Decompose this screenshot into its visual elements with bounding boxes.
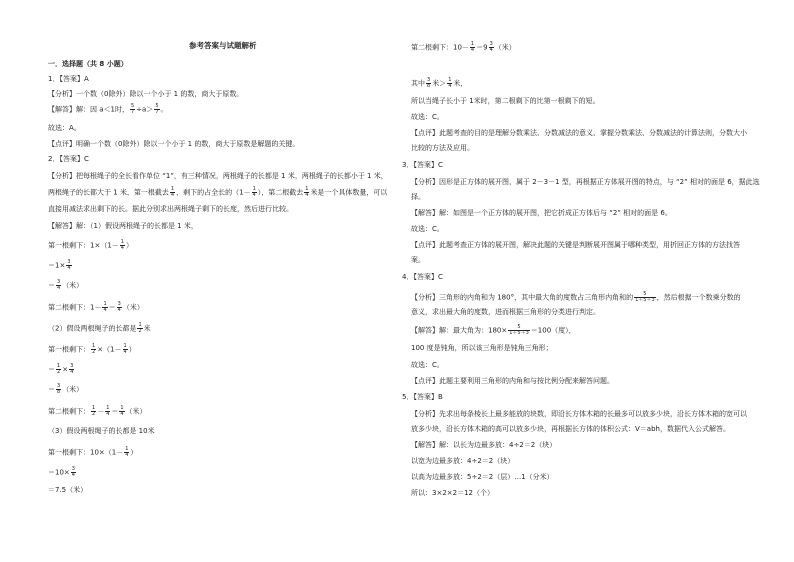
q2-case3-line1: 第一根剩下：10×（1－ $\frac{1}{4}$ ） bbox=[48, 446, 138, 458]
q3-analysis-line2: 择。 bbox=[411, 193, 425, 201]
q5-analysis-line1: 【分析】先求出每条棱长上最多能放的块数，即沿长方体木箱的长最多可以放多少块，沿长方体木箱的宽可以 bbox=[411, 410, 747, 418]
fraction: $\frac{5}{1+5+3}$ bbox=[635, 291, 655, 303]
q2-analysis-line3: 直接用减法求出剩下的长。据此分别求出两根绳子剩下的长度，然后进行比较。 bbox=[48, 205, 293, 213]
q3-choice: 故选：C。 bbox=[411, 225, 444, 233]
q5-solution-line4: 所以：3×2×2＝12（个） bbox=[411, 489, 494, 497]
fraction: $\frac{1}{4}$ bbox=[123, 343, 127, 355]
fraction: $\frac{5}{7}$ bbox=[155, 103, 159, 115]
q3-comment-line1: 【点评】此题考查正方体的展开图，解决此题的关键是判断展开图属于哪种类型，用折回正方体的方法找答 bbox=[411, 241, 740, 249]
fraction: $\frac{3}{8}$ bbox=[427, 77, 431, 89]
q4-analysis-line2: 意义，求出最大角的度数，进而根据三角形的分类进行判定。 bbox=[411, 308, 600, 316]
fraction: $\frac{3}{4}$ bbox=[117, 301, 121, 313]
fraction: $\frac{3}{8}$ bbox=[57, 383, 61, 395]
q5-answer: 5．【答案】B bbox=[402, 393, 443, 401]
fraction: $\frac{5}{1+5+3}$ bbox=[509, 324, 529, 336]
fraction: $\frac{3}{4}$ bbox=[57, 279, 61, 291]
q2-case2-line2: ＝ $\frac{1}{2}$ × $\frac{3}{4}$ bbox=[48, 363, 74, 375]
fraction: $\frac{3}{4}$ bbox=[71, 466, 75, 478]
q5-analysis-line2: 放多少块，沿长方体木箱的高可以放多少块，再根据长方体的体积公式：V＝abh，数据代入公式解答。 bbox=[411, 425, 730, 433]
q2-solution-heading: 【解答】解：（1）假设两根绳子的长都是 1 米， bbox=[48, 222, 198, 230]
q4-analysis-line1: 【分析】三角形的内角和为 180°，其中最大角的度数占三角形内角和的 $\frac{5}{1+5+3}$ ，然后根据一个数乘分数的 bbox=[411, 291, 741, 303]
fraction: $\frac{3}{4}$ bbox=[67, 259, 71, 271]
fraction: $\frac{3}{4}$ bbox=[70, 363, 74, 375]
fraction: $\frac{1}{4}$ bbox=[103, 301, 107, 313]
q2-cont-choice: 故选：C。 bbox=[411, 113, 444, 121]
q2-cont-comment-line1: 【点评】此题考查的目的是理解分数乘法、分数减法的意义、掌握分数乘法、分数减法的计算法则，分数大小 bbox=[411, 129, 747, 137]
fraction: $\frac{1}{4}$ bbox=[106, 405, 110, 417]
document-title: 参考答案与试题解析 bbox=[189, 41, 257, 50]
section-heading: 一．选择题（共 8 小题） bbox=[48, 60, 128, 68]
q5-solution-line1: 【解答】解：以长为边最多放：4÷2＝2（块） bbox=[411, 441, 557, 449]
q5-solution-line2: 以宽为边最多放：4÷2＝2（块） bbox=[411, 457, 515, 465]
q1-solution: 【解答】解：因 a＜1时， $\frac{5}{7}$ ÷a＞ $\frac{5}{7}$ 。 bbox=[48, 103, 168, 115]
fraction: $\frac{1}{4}$ bbox=[448, 77, 452, 89]
q2-cont-line1: 第二根剩下：10－ $\frac{1}{4}$ ＝9 $\frac{3}{4}$ （米） bbox=[411, 41, 516, 53]
q2-analysis-line2: 两根绳子的长都大于 1 米，第一根截去 $\frac{1}{4}$ ，剩下的占全长的（1－ $\frac{1}{4}$ ），第二根截去 $\frac{1}{4}$ 米是一个具体数量，可以 bbox=[48, 186, 388, 198]
fraction: $\frac{1}{4}$ bbox=[252, 186, 256, 198]
q1-choice: 故选：A。 bbox=[48, 124, 81, 132]
q2-case1-line1: 第一根剩下：1×（1－ $\frac{1}{4}$ ） bbox=[48, 239, 133, 251]
q3-analysis-line1: 【分析】因形是正方体的展开图，属于 2－3－1 型，再根据正方体展开图的特点，与 “2” 相对的面是 6，据此选 bbox=[411, 178, 760, 186]
q5-solution-line3: 以高为边最多放：5÷2＝2（层）…1（分米） bbox=[411, 473, 554, 481]
fraction: $\frac{1}{2}$ bbox=[57, 363, 61, 375]
q3-solution: 【解答】解：如图是一个正方体的展开图，把它折成正方体后与 “2” 相对的面是 6。 bbox=[411, 209, 672, 217]
fraction: $\frac{3}{4}$ bbox=[489, 41, 493, 53]
q2-case3-line2: ＝10× $\frac{3}{4}$ bbox=[48, 466, 75, 478]
fraction: $\frac{1}{4}$ bbox=[170, 186, 175, 198]
q2-case2-line1: 第一根剩下： $\frac{1}{2}$ ×（1－ $\frac{1}{4}$ ） bbox=[48, 343, 136, 355]
fraction: $\frac{1}{2}$ bbox=[138, 322, 142, 334]
q2-case2-line3: ＝ $\frac{3}{8}$ （米） bbox=[48, 383, 84, 395]
fraction: $\frac{1}{4}$ bbox=[120, 405, 124, 417]
q2-case1-line3: ＝ $\frac{3}{4}$ （米） bbox=[48, 279, 84, 291]
q1-comment: 【点评】明确一个数（0除外）除以一个小于 1 的数，商大于原数是解题的关键。 bbox=[48, 140, 300, 148]
q1-solution-text: 【解答】解：因 a＜1时， bbox=[48, 105, 129, 114]
q2-case1-line2: ＝1× $\frac{3}{4}$ bbox=[48, 259, 71, 271]
q2-case2-heading: （2）假设两根绳子的长都是 $\frac{1}{2}$ 米 bbox=[48, 322, 151, 334]
fraction: $\frac{1}{4}$ bbox=[125, 446, 129, 458]
q4-solution: 【解答】解：最大角为：180× $\frac{5}{1+5+3}$ ＝100（度）， bbox=[411, 324, 576, 336]
q2-cont-line3: 所以当绳子长小于 1米时，第二根剩下的比第一根剩下的短。 bbox=[411, 97, 600, 105]
fraction: $\frac{1}{4}$ bbox=[305, 186, 309, 198]
q2-case3-heading: （3）假设两根绳子的长都是 10米 bbox=[48, 427, 155, 435]
q2-cont-comment-line2: 比较的方法及应用。 bbox=[411, 144, 474, 152]
q2-cont-line2: 其中 $\frac{3}{8}$ 米＞ $\frac{1}{4}$ 米， bbox=[411, 77, 468, 89]
fraction: $\frac{1}{2}$ bbox=[92, 343, 96, 355]
q1-analysis: 【分析】一个数（0除外）除以一个小于 1 的数，商大于原数。 bbox=[48, 90, 244, 98]
q2-case2-line4: 第二根剩下： $\frac{1}{2}$ － $\frac{1}{4}$ ＝ $\frac{1}{4}$ （米） bbox=[48, 405, 147, 417]
fraction: $\frac{5}{7}$ bbox=[130, 103, 135, 115]
q4-comment: 【点评】此题主要利用三角形的内角和与按比例分配来解答问题。 bbox=[411, 377, 614, 385]
q2-case3-line3: ＝7.5（米） bbox=[48, 486, 88, 494]
q4-choice: 故选：C。 bbox=[411, 361, 444, 369]
q4-answer: 4．【答案】C bbox=[402, 273, 443, 281]
q1-answer: 1．【答案】A bbox=[48, 75, 89, 83]
q3-answer: 3．【答案】C bbox=[402, 161, 443, 169]
q3-comment-line2: 案。 bbox=[411, 256, 425, 264]
fraction: $\frac{1}{2}$ bbox=[92, 405, 96, 417]
q2-analysis-line1: 【分析】把每根绳子的全长看作单位 “1”，有三种情况，两根绳子的长都是 1 米，两根绳子的长都小于 1 米， bbox=[48, 172, 388, 180]
q4-solution-line2: 100 度是钝角，所以该三角形是钝角三角形； bbox=[411, 344, 553, 352]
fraction: $\frac{1}{4}$ bbox=[120, 239, 124, 251]
q2-answer: 2．【答案】C bbox=[48, 155, 89, 163]
fraction: $\frac{1}{4}$ bbox=[470, 41, 475, 53]
q2-case1-line4: 第二根剩下：1－ $\frac{1}{4}$ ＝ $\frac{3}{4}$ （米） bbox=[48, 301, 144, 313]
